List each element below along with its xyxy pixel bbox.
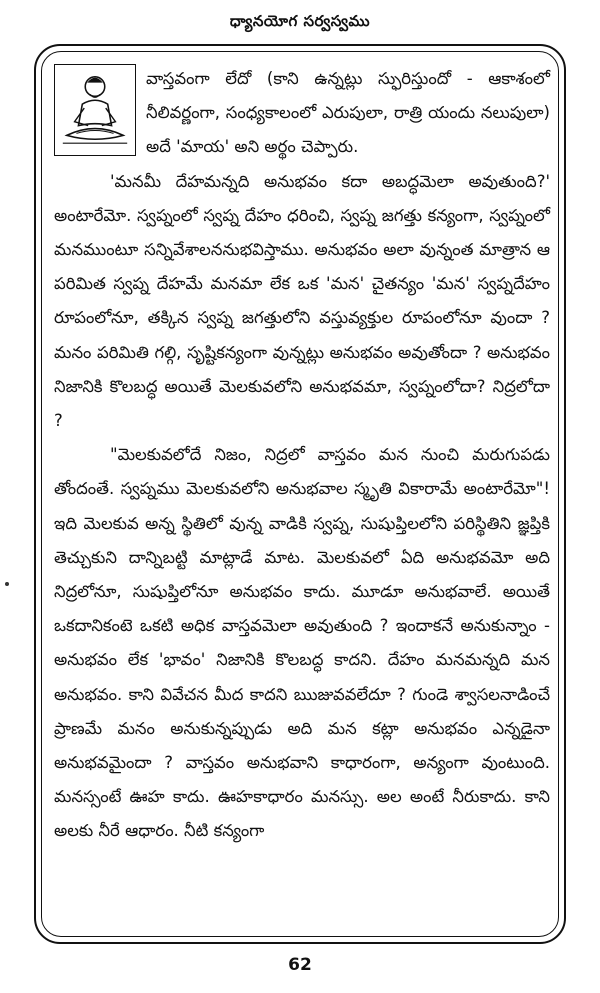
paragraph-1: వాస్తవంగా లేదో (కాని ఉన్నట్లు స్ఫురిస్తుందో - ఆకాశంలో నీలివర్ణంగా, సంధ్యకాలంలో ఎరుపులా, రాత్రి యందు నలుపులా) అదే 'మాయ' అని అర్థం చెప్పారు. [146, 69, 550, 157]
seated-figure-icon [55, 65, 135, 155]
paragraph-2: 'మనమీ దేహమన్నది అనుభవం కదా అబద్ధమెలా అవుతుంది?' అంటారేమో. స్వప్నంలో స్వప్న దేహం ధరించి, స్వప్న జగత్తు కన్యంగా, స్వప్నంలో మనముంటూ సన్నివేశాలననుభవిస్తాము. అనుభవం అలా వున్నంత మాత్రాన ఆ పరిమిత స్వప్న దేహమే మనమా లేక ఒక 'మన' చైతన్యం 'మన' స్వప్నదేహం రూపంలోనూ, తక్కిన స్వప్న జగత్తులోని వస్తువ్యక్తుల రూపంలోనూ వుందా ? మనం పరిమితి గల్గి, సృష్టికన్యంగా వున్నట్లు అనుభవం అవుతోందా ? అనుభవం నిజానికి కొలబద్ధ అయితే మెలకువలోని అనుభవమా, స్వప్నంలోదా? నిద్రలోదా ? [54, 171, 550, 431]
stray-mark [5, 582, 9, 586]
seated-teacher-portrait [54, 64, 136, 156]
page-content [54, 62, 550, 930]
paragraph-3: "మెలకువలోదే నిజం, నిద్రలో వాస్తవం మన నుంచి మరుగుపడు తోందంతే. స్వప్నము మెలకువలోని అనుభవాల స్మృతి వికారామే అంటారేమో"! ఇది మెలకువ అన్న స్థితిలో వున్న వాడికి స్వప్న, సుషుప్తిలలోని పరిస్థితిని జ్ఞప్తికి తెచ్చుకుని దాన్నిబట్టి మాట్లాడే మాట. మెలకువలో ఏది అనుభవమో అది నిద్రలోనూ, సుషుప్తిలోనూ అనుభవం కాదు. మూడూ అనుభవాలే. అయితే ఒకదానికంటె ఒకటి అధిక వాస్తవమెలా అవుతుంది ? ఇందాకనే అనుకున్నాం - అనుభవం లేక 'భావం' నిజానికి కొలబద్ధ కాదని. దేహం మనమన్నది మన అనుభవం. కాని వివేచన మీద కాదని ఋజువవలేదూ ? గుండె శ్వాసలనాడించే ప్రాణమే మనం అనుకున్నప్పుడు అది మన కట్లా అనుభవం ఎన్నడైనా అనుభవమైందా ? వాస్తవం అనుభవాని కాధారంగా, అన్యంగా వుంటుంది. మనస్సంటే ఊహ కాదు. ఊహకాధారం మనస్సు. అల అంటే నీరుకాదు. కాని అలకు నీరే ఆధారం. నీటి కన్యంగా [54, 445, 550, 841]
running-header: ధ్యానయోగ సర్వస్వము [229, 12, 371, 30]
page-number: 62 [288, 955, 312, 975]
